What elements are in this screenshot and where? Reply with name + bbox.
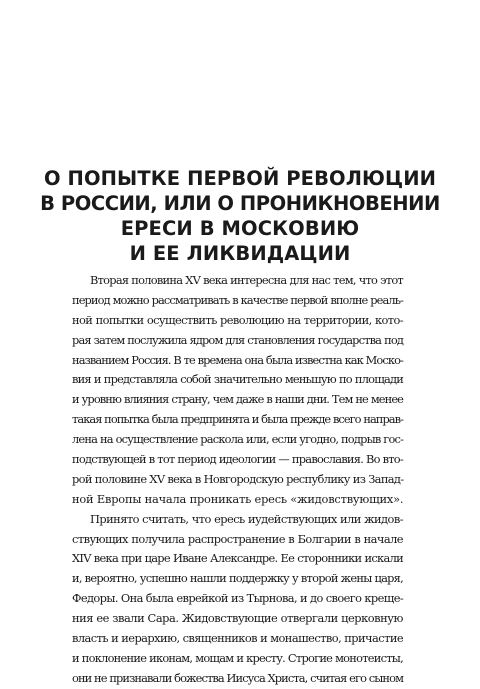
text-line: Вторая половина XV века интересна для нас тем, что этот [90, 273, 403, 287]
chapter-title-line: В РОССИИ, ИЛИ О ПРОНИКНОВЕНИИ [40, 192, 440, 215]
text-line: названием Россия. В те времена она была известна как Моско- [72, 352, 403, 367]
text-line: рая затем послужила ядром для становления государства под [72, 332, 403, 347]
chapter-title-line: И ЕЕ ЛИКВИДАЦИИ [129, 242, 351, 265]
text-line: период можно рассматривать в качестве первой вполне реаль- [72, 292, 403, 307]
text-line: ной попытки осуществить революцию на территории, кото- [72, 312, 403, 327]
text-line: рой половине XV века в Новгородскую республику из Запад- [72, 471, 404, 486]
text-line: и уровню влияния страну, чем даже в наши дни. Тем не менее [72, 392, 403, 407]
text-line: ствующих получила распространение в Болгарии в начале [72, 531, 403, 546]
chapter-title-line: О ПОПЫТКЕ ПЕРВОЙ РЕВОЛЮЦИИ [43, 167, 437, 190]
text-line: такая попытка была предпринята и была прежде всего направ- [72, 412, 403, 427]
body-text [72, 271, 403, 689]
chapter-title-line: ЕРЕСИ В МОСКОВИЮ [120, 217, 360, 240]
text-line: и, вероятно, успешно нашли поддержку у второй жены царя, [72, 571, 403, 586]
paragraph-1 [72, 271, 403, 510]
text-line: лена на осуществление раскола или, если угодно, подрыв гос- [72, 432, 404, 447]
text-line: ния ее звали Сара. Жидовствующие отвергали церковную [72, 611, 403, 626]
chapter-title [40, 166, 440, 266]
text-line: подствующей в тот период идеологии — православия. Во вто- [72, 452, 403, 467]
text-line: XIV века при царе Иване Александре. Ее сторонники искали [72, 551, 403, 566]
text-line: и поклонение иконам, мощам и кресту. Строгие монотеисты, [72, 650, 403, 665]
text-line: они не признавали божества Иисуса Христа, считая его сыном [72, 670, 404, 685]
text-line: ной Европы начала проникать ересь «жидовствующих». [72, 491, 404, 506]
paragraph-2 [72, 510, 403, 689]
text-line: власть и иерархию, священников и монашество, причастие [72, 631, 404, 646]
text-line: Принято считать, что ересь иудействующих или жидов- [90, 511, 403, 526]
text-line: Федоры. Она была еврейкой из Тырнова, и до своего креще- [72, 591, 404, 606]
text-line: вия и представляла собой значительно меньшую по площади [72, 372, 403, 387]
